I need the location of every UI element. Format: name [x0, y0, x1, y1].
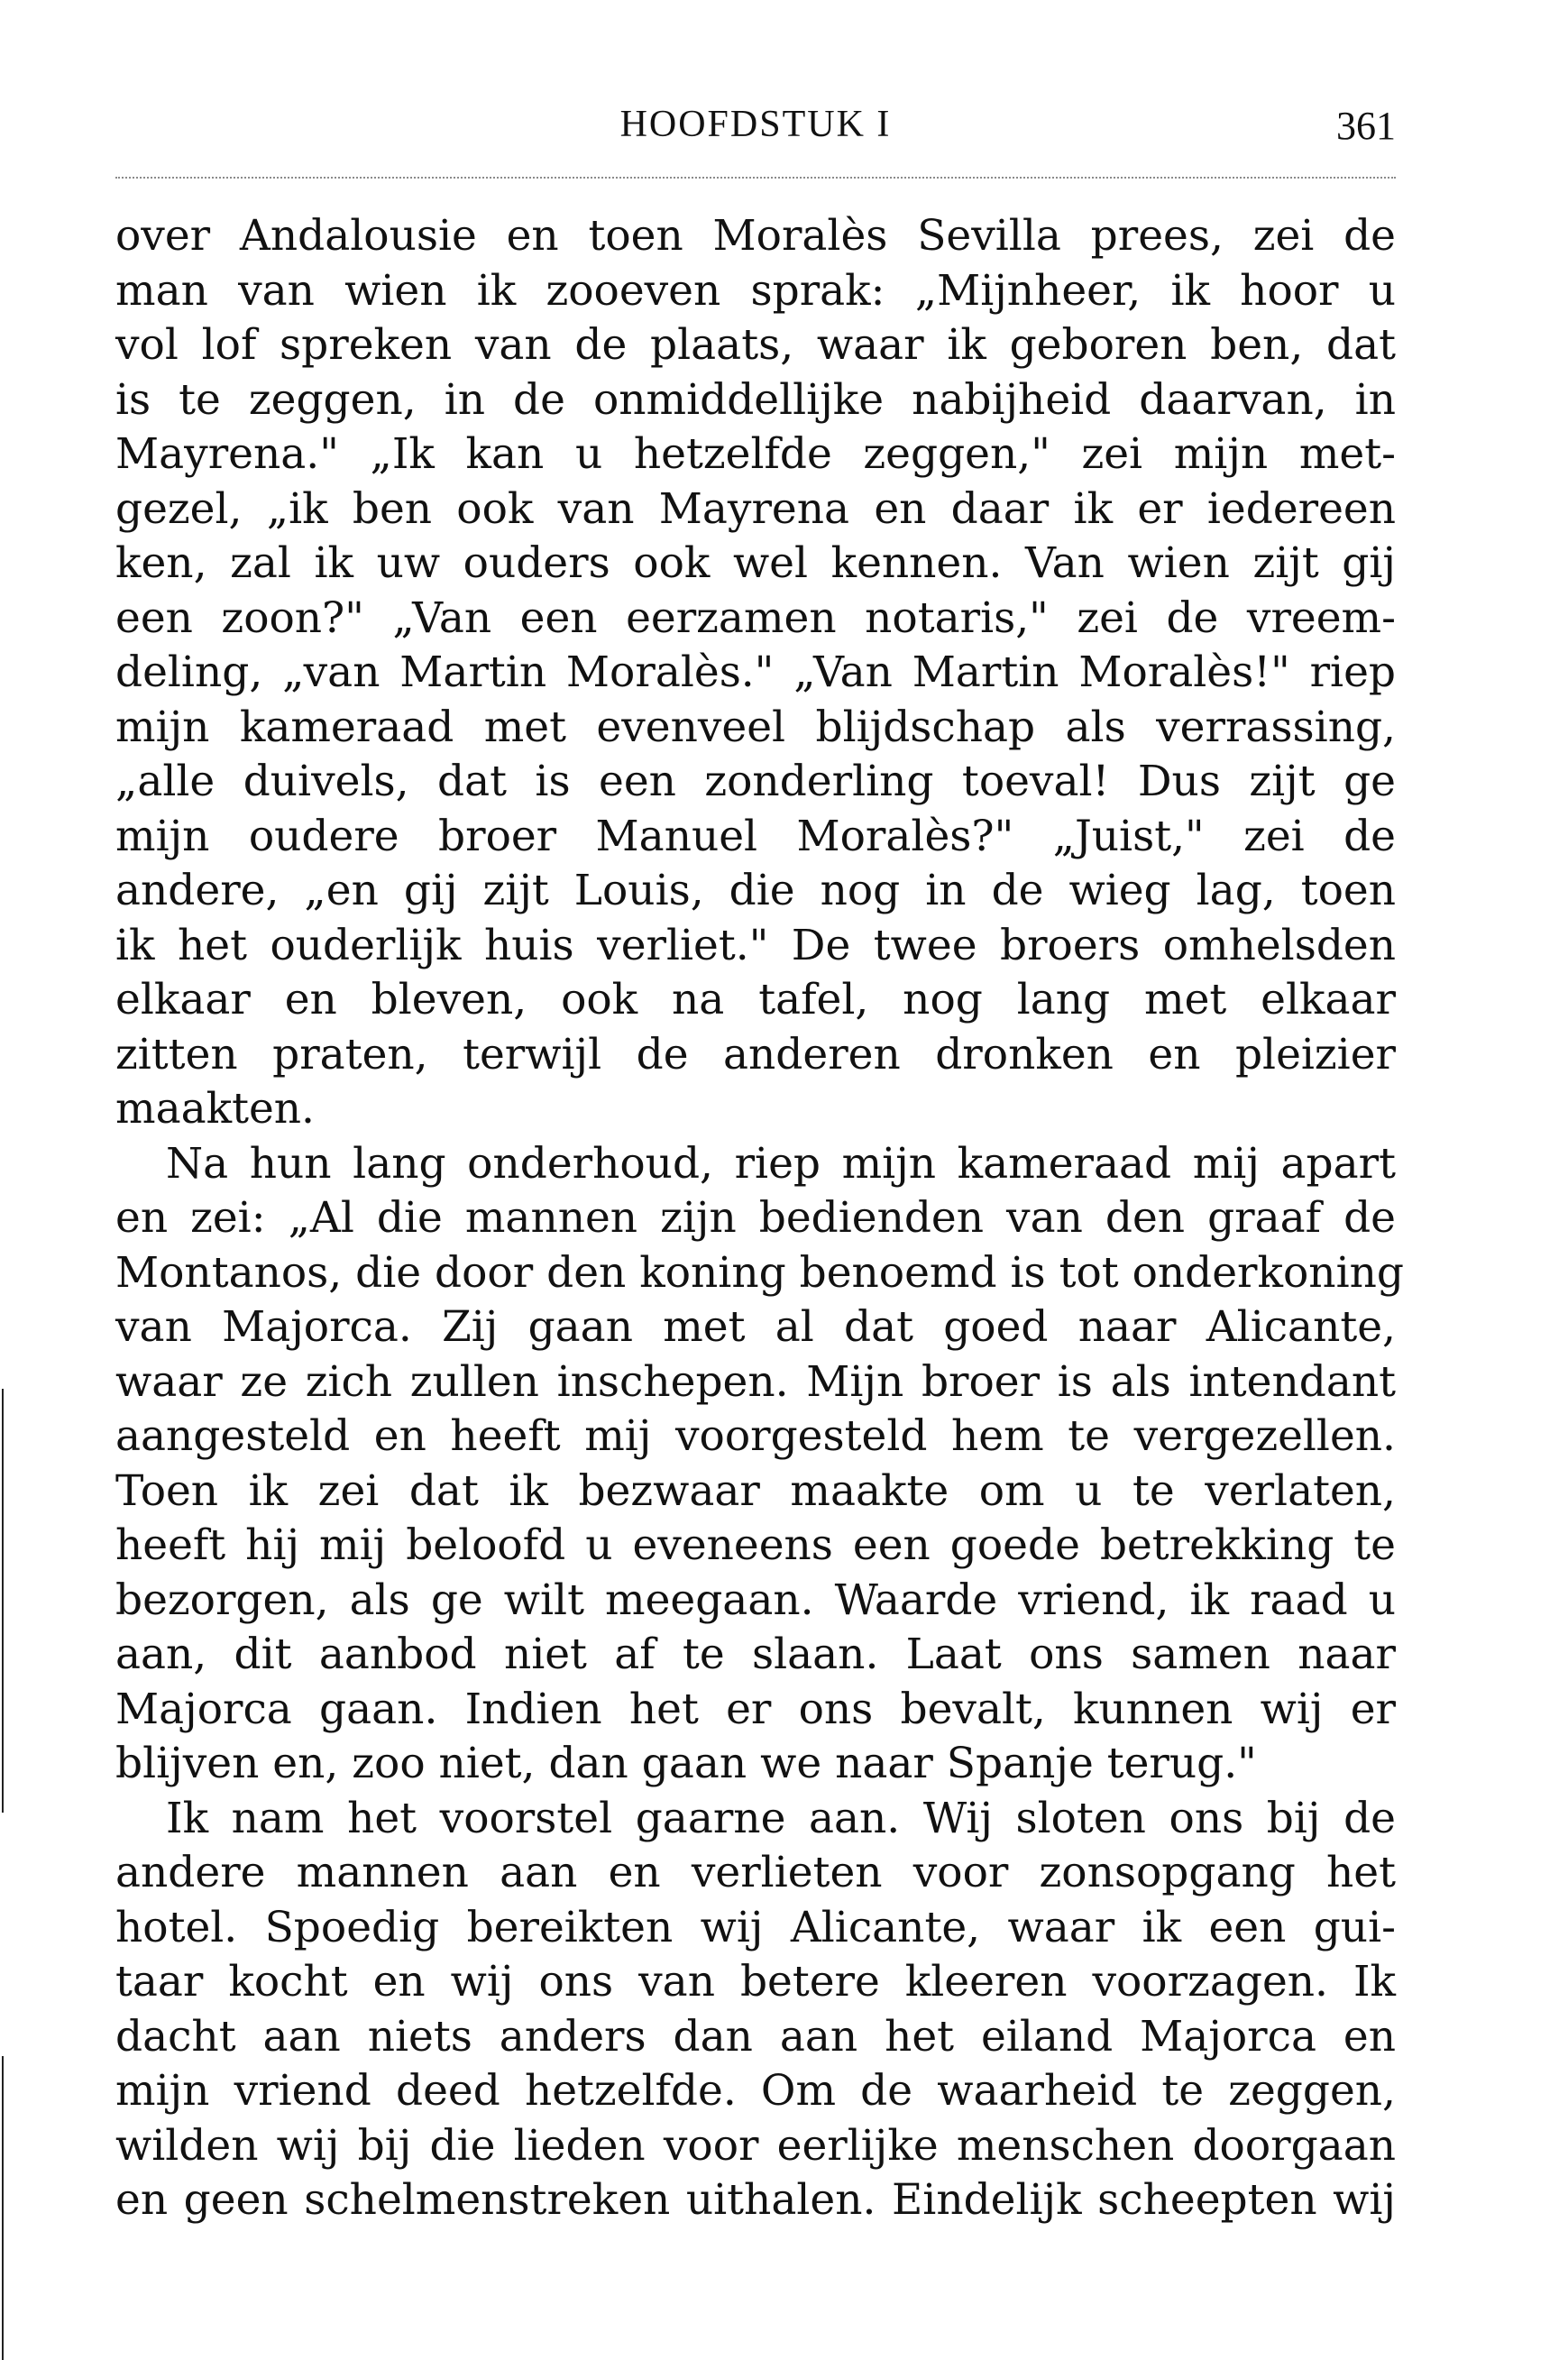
text-line: ik het ouderlijk huis verliet." De twee broers omhelsden	[115, 920, 1396, 970]
text-line: vol lof spreken van de plaats, waar ik geboren ben, dat	[115, 320, 1396, 370]
text-line: mijn oudere broer Manuel Moralès?" „Juist," zei de	[115, 811, 1396, 861]
text-line: zitten praten, terwijl de anderen dronken en pleizier	[115, 1029, 1396, 1079]
scan-edge-mark	[2, 2056, 4, 2360]
text-line: man van wien ik zooeven sprak: „Mijnheer, ik hoor u	[115, 265, 1396, 316]
text-line: Montanos, die door den koning benoemd is tot onderkoning	[115, 1247, 1404, 1298]
text-line: Ik nam het voorstel gaarne aan. Wij sloten ons bij de	[166, 1793, 1396, 1843]
text-line: van Majorca. Zij gaan met al dat goed naar Alicante,	[115, 1302, 1396, 1352]
text-line: is te zeggen, in de onmiddellijke nabijheid daarvan, in	[115, 374, 1396, 425]
text-line: deling, „van Martin Moralès." „Van Martin Moralès!" riep	[115, 647, 1396, 697]
scan-edge-mark	[2, 1389, 4, 1813]
text-line: een zoon?" „Van een eerzamen notaris," zei de vreem-	[115, 592, 1396, 643]
text-line: elkaar en bleven, ook na tafel, nog lang met elkaar	[115, 975, 1396, 1024]
chapter-title: HOOFDSTUK I	[619, 104, 892, 145]
body-text	[115, 209, 1404, 2228]
text-line: maakten.	[115, 1084, 316, 1134]
text-line: mijn kameraad met evenveel blijdschap als verrassing,	[115, 702, 1396, 752]
running-head	[115, 97, 1396, 161]
text-line: Mayrena." „Ik kan u hetzelfde zeggen," zei mijn met-	[115, 429, 1396, 479]
text-line: hotel. Spoedig bereikten wij Alicante, waar ik een gui-	[115, 1902, 1396, 1952]
text-line: andere, „en gij zijt Louis, die nog in de wieg lag, toen	[115, 866, 1396, 915]
text-line: waar ze zich zullen inschepen. Mijn broer is als intendant	[115, 1356, 1396, 1407]
text-line: blijven en, zoo niet, dan gaan we naar Spanje terug."	[115, 1739, 1257, 1788]
text-line: Majorca gaan. Indien het er ons bevalt, kunnen wij er	[115, 1684, 1396, 1734]
text-line: aan, dit aanbod niet af te slaan. Laat ons samen naar	[115, 1630, 1396, 1679]
text-line: wilden wij bij die lieden voor eerlijke menschen doorgaan	[115, 2120, 1396, 2171]
text-line: over Andalousie en toen Moralès Sevilla prees, zei de	[115, 211, 1396, 261]
text-line: heeft hij mij beloofd u eveneens een goede betrekking te	[115, 1520, 1396, 1570]
text-line: taar kocht en wij ons van betere kleeren voorzagen. Ik	[115, 1957, 1396, 2006]
text-line: Na hun lang onderhoud, riep mijn kameraad mij apart	[166, 1138, 1396, 1189]
text-line: ken, zal ik uw ouders ook wel kennen. Van wien zijt gij	[115, 538, 1396, 588]
text-line: „alle duivels, dat is een zonderling toeval! Dus zijt ge	[115, 757, 1396, 806]
text-line: mijn vriend deed hetzelfde. Om de waarheid te zeggen,	[115, 2066, 1396, 2116]
text-line: en zei: „Al die mannen zijn bedienden van den graaf de	[115, 1193, 1396, 1243]
header-dotted-rule	[115, 177, 1396, 179]
text-line: en geen schelmenstreken uithalen. Eindelijk scheepten wij	[115, 2175, 1396, 2225]
text-line: dacht aan niets anders dan aan het eiland Majorca en	[115, 2011, 1396, 2062]
text-line: aangesteld en heeft mij voorgesteld hem te vergezellen.	[115, 1411, 1396, 1461]
text-line: Toen ik zei dat ik bezwaar maakte om u te verlaten,	[115, 1465, 1396, 1516]
text-line: gezel, „ik ben ook van Mayrena en daar ik er iedereen	[115, 483, 1396, 534]
page-number: 361	[1336, 104, 1396, 148]
text-line: bezorgen, als ge wilt meegaan. Waarde vriend, ik raad u	[115, 1575, 1396, 1625]
text-line: andere mannen aan en verlieten voor zonsopgang het	[115, 1848, 1396, 1897]
